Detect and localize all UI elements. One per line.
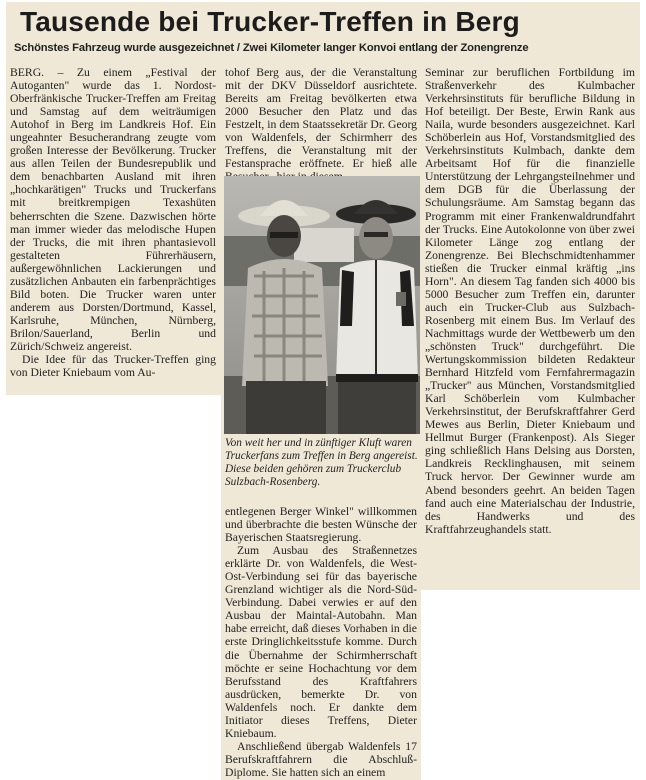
photo-caption: Von weit her und in zünftiger Kluft waren Truckerfans zum Treffen in Berg angereist. Diese beiden gehören zum Truckerclub Sulzbach-Rosenberg. bbox=[225, 437, 418, 488]
photo-two-truckers bbox=[224, 176, 420, 434]
column2-top-paragraph: tohof Berg aus, der die Veranstaltung mit der DKV Düsseldorf ausrichtete. Bereits am Freitag bevölkerten etwa 2000 Besucher den Platz und das Festzelt, in dem Staatssekretär Dr. Georg von Waldenfels, der Schirmherr des Treffens, die Veranstaltung mit der Festansprache eröffnete. Er hieß alle bbox=[225, 66, 417, 171]
headline: Tausende bei Trucker-Treffen in Berg bbox=[20, 6, 520, 37]
column2-paragraph-2: Zum Ausbau des Straßennetzes erklärte Dr. von Waldenfels, die West-Ost-Verbindung sei für das bayerische Grenzland wichtiger als die Nord-Süd-Verbindung. Dabei verwies er auf den Ausbau der Maintal-Autobahn. Man habe erreicht, daß dieses Vorhaben in die erste Dringlichkeitsstufe komme. Durch die Übernahme der Schirmherrschaft möchte er seine Hochachtung vor dem Berufsstand des Kraftfahrers ausdrücken, bemerkte Dr. von Waldenfels noch. Er dankte dem Initiator dieses Treffens, Dieter Kniebaum. bbox=[225, 544, 417, 740]
photo-illustration bbox=[224, 176, 420, 434]
subheadline: Schönstes Fahrzeug wurde ausgezeichnet / Zwei Kilometer langer Konvoi entlang der Zonengrenze bbox=[14, 42, 529, 54]
article-column-2-top bbox=[225, 66, 417, 183]
article-column-2-bottom bbox=[225, 505, 417, 779]
article-column-3 bbox=[425, 66, 635, 536]
article-column-1 bbox=[10, 66, 216, 379]
column2-paragraph-3: Anschließend übergab Waldenfels 17 Berufskraftfahrern die Abschluß-Diplome. Sie hatten sich an einem bbox=[225, 739, 417, 779]
column2-paragraph-1: entlegenen Berger Winkel" willkommen und überbrachte die besten Wünsche der Bayerischen Staatsregierung. bbox=[225, 505, 417, 545]
column1-paragraph-2: Die Idee für das Trucker-Treffen ging von Dieter Kniebaum vom Au- bbox=[10, 353, 216, 380]
column3-paragraph: Seminar zur beruflichen Fortbildung im Straßenverkehr des Kulmbacher Verkehrsinstituts für berufliche Bildung in Hof beteiligt. Der Beste, Erwin Rank aus Naila, wurde besonders ausgezeichnet. Karl Schöberlein aus Hof, Vorstandsmitglied des Verkehrsinstituts Kulmbach, dankte dem Arbeitsamt Hof für die finanzielle Unterstützung der Lehrgangsteilnehmer und dem DGB für die Überlassung der Schulungsräume. Am Samstag begann das Programm mit einer Frankenwaldrundfahrt der Trucks. Eine Autokolonne von über zwei Kilometer Länge zog entlang der Zonengrenze. Bei Blechschmidtenhammer stießen die Trucker einmal kräftig „ins Horn". An diesem Tag fanden sich 4000 bis 5000 Besucher zum Treffen ein, darunter auch ein Trucker-Club aus Sulzbach-Rosenberg mit einem Bus. Im Verlauf des Nachmittags wurde der Wettbewerb um den „schönsten Truck" durchgeführt. Die Wertungskommission bildeten Redakteur Bernhard Hitzfeld vom Fernfahrermagazin „Trucker" aus München, Vorstandsmitglied Karl Schöberlein vom Kulmbacher Verkehrsinstitut, der Berufskraftfahrer Gerd Mewes aus Berlin, Dieter Kniebaum und Hellmut Burger (Frankenpost). Als Sieger ging schließlich Hans Delsing aus Dorsten, Landkreis Recklinghausen, mit seinem Truck hervor. Der Gewinner wurde am Abend besonders geehrt. An beiden Tagen fand auch eine Materialschau der Industrie, des Handwerks und des Kraftfahrzeughandels statt. bbox=[425, 66, 635, 536]
column1-paragraph-1: BERG. – Zu einem „Festival der Autoganten" wurde das 1. Nordost-Oberfränkische Trucker-Treffen am Freitag und Samstag auf dem weiträumigen Autohof in Berg im Landkreis Hof. Ein ungeahnter Besucherandrang zeugte vom großen Interesse der Bevölkerung. Trucker aus allen Teilen der Bundesrepublik und dem benachbarten Ausland mit ihren „hochkarätigen" Trucks und Truckerfans mit breitkrempigen Texashüten beherrschten die Szene. Dazwischen hörte man immer wieder das melodische Hupen der Trucks, die mit ihren phantasievoll gestalteten Führerhäusern, außergewöhnlichen Lackierungen und zusätzlichen Anbauten ein farbenprächtiges Bild boten. Die Trucker waren unter anderem aus Dorsten/Dortmund, Kassel, Karlsruhe, München, Nürnberg, Brilon/Sauerland, Berlin und Zürich/Schweiz angereist. bbox=[10, 66, 216, 353]
